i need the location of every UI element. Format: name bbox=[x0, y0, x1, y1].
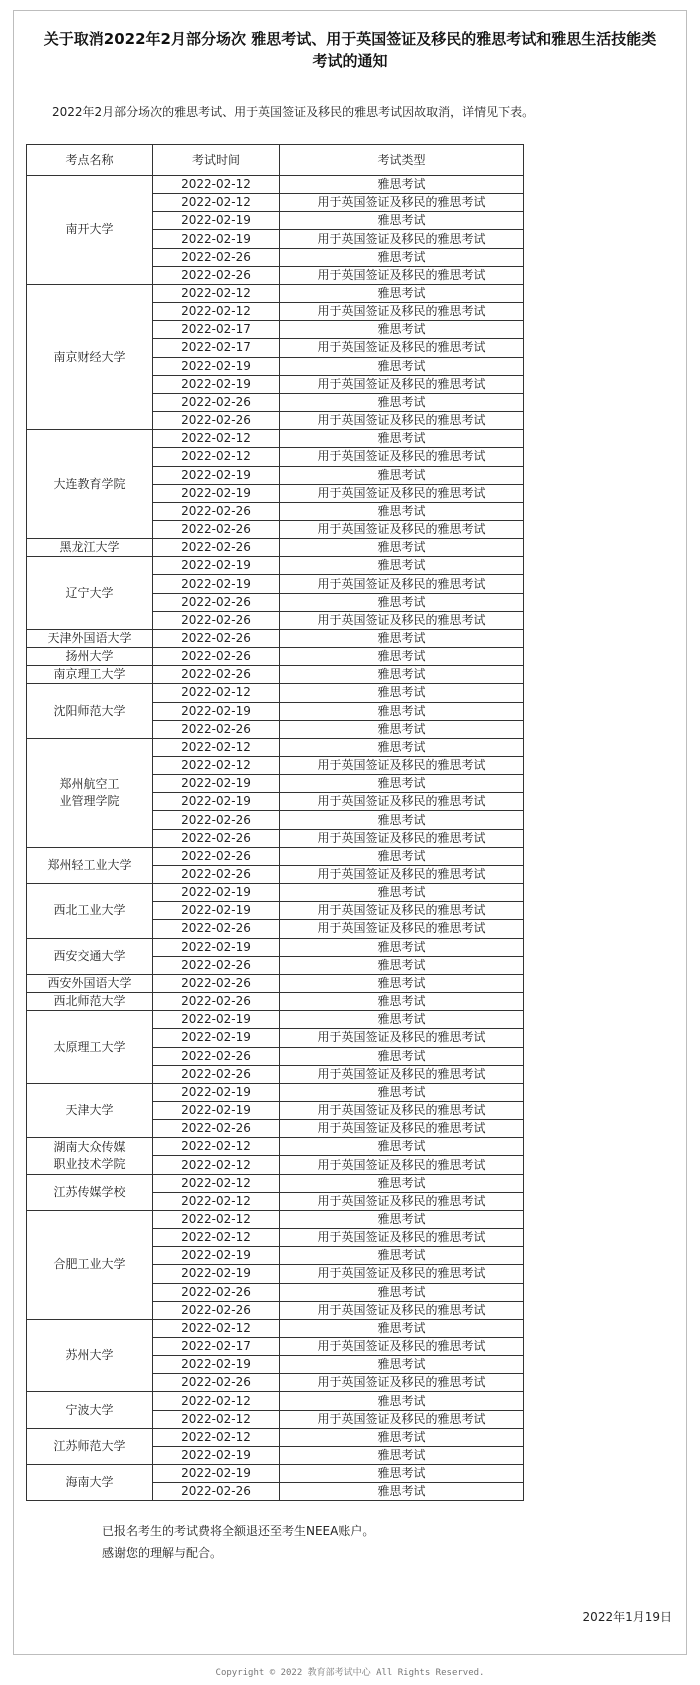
exam-type-cell: 用于英国签证及移民的雅思考试 bbox=[280, 194, 524, 212]
exam-date-cell: 2022-02-12 bbox=[153, 194, 280, 212]
table-header-row bbox=[27, 145, 524, 176]
exam-type-cell: 用于英国签证及移民的雅思考试 bbox=[280, 1029, 524, 1047]
exam-type-cell: 雅思考试 bbox=[280, 430, 524, 448]
venue-cell: 江苏传媒学校 bbox=[27, 1174, 153, 1210]
exam-date-cell: 2022-02-19 bbox=[153, 1011, 280, 1029]
exam-date-cell: 2022-02-19 bbox=[153, 1265, 280, 1283]
exam-type-cell: 雅思考试 bbox=[280, 1319, 524, 1337]
exam-date-cell: 2022-02-26 bbox=[153, 648, 280, 666]
exam-type-cell: 雅思考试 bbox=[280, 1138, 524, 1156]
exam-date-cell: 2022-02-19 bbox=[153, 902, 280, 920]
exam-type-cell: 用于英国签证及移民的雅思考试 bbox=[280, 575, 524, 593]
exam-type-cell: 雅思考试 bbox=[280, 212, 524, 230]
exam-type-cell: 用于英国签证及移民的雅思考试 bbox=[280, 266, 524, 284]
exam-type-cell: 用于英国签证及移民的雅思考试 bbox=[280, 865, 524, 883]
exam-date-cell: 2022-02-26 bbox=[153, 993, 280, 1011]
exam-date-cell: 2022-02-19 bbox=[153, 1083, 280, 1101]
table-row bbox=[27, 284, 524, 302]
exam-type-cell: 雅思考试 bbox=[280, 1047, 524, 1065]
exam-date-cell: 2022-02-26 bbox=[153, 1120, 280, 1138]
exam-date-cell: 2022-02-19 bbox=[153, 1446, 280, 1464]
exam-date-cell: 2022-02-19 bbox=[153, 466, 280, 484]
exam-type-cell: 用于英国签证及移民的雅思考试 bbox=[280, 1192, 524, 1210]
exam-type-cell: 用于英国签证及移民的雅思考试 bbox=[280, 1374, 524, 1392]
exam-date-cell: 2022-02-19 bbox=[153, 1029, 280, 1047]
exam-date-cell: 2022-02-19 bbox=[153, 775, 280, 793]
table-row bbox=[27, 1319, 524, 1337]
exam-type-cell: 用于英国签证及移民的雅思考试 bbox=[280, 448, 524, 466]
exam-type-cell: 雅思考试 bbox=[280, 1428, 524, 1446]
exam-date-cell: 2022-02-19 bbox=[153, 1247, 280, 1265]
exam-type-cell: 雅思考试 bbox=[280, 1465, 524, 1483]
table-body bbox=[27, 176, 524, 1501]
exam-type-cell: 雅思考试 bbox=[280, 847, 524, 865]
exam-date-cell: 2022-02-19 bbox=[153, 1101, 280, 1119]
table-row bbox=[27, 684, 524, 702]
exam-date-cell: 2022-02-12 bbox=[153, 738, 280, 756]
exam-date-cell: 2022-02-26 bbox=[153, 393, 280, 411]
exam-type-cell: 用于英国签证及移民的雅思考试 bbox=[280, 412, 524, 430]
exam-date-cell: 2022-02-26 bbox=[153, 611, 280, 629]
exam-type-cell: 雅思考试 bbox=[280, 811, 524, 829]
exam-type-cell: 用于英国签证及移民的雅思考试 bbox=[280, 1410, 524, 1428]
venue-cell: 大连教育学院 bbox=[27, 430, 153, 539]
exam-type-cell: 用于英国签证及移民的雅思考试 bbox=[280, 1265, 524, 1283]
exam-date-cell: 2022-02-26 bbox=[153, 956, 280, 974]
exam-type-cell: 雅思考试 bbox=[280, 539, 524, 557]
exam-type-cell: 用于英国签证及移民的雅思考试 bbox=[280, 1156, 524, 1174]
exam-date-cell: 2022-02-26 bbox=[153, 266, 280, 284]
exam-type-cell: 雅思考试 bbox=[280, 502, 524, 520]
venue-cell bbox=[27, 738, 153, 847]
exam-type-cell: 用于英国签证及移民的雅思考试 bbox=[280, 1301, 524, 1319]
exam-type-cell: 用于英国签证及移民的雅思考试 bbox=[280, 902, 524, 920]
table-row bbox=[27, 176, 524, 194]
exam-date-cell: 2022-02-12 bbox=[153, 176, 280, 194]
exam-type-cell: 雅思考试 bbox=[280, 684, 524, 702]
venue-cell bbox=[27, 1138, 153, 1174]
header-date: 考试时间 bbox=[153, 145, 280, 176]
table-row bbox=[27, 557, 524, 575]
exam-type-cell: 雅思考试 bbox=[280, 1356, 524, 1374]
exam-date-cell: 2022-02-26 bbox=[153, 1283, 280, 1301]
exam-type-cell: 雅思考试 bbox=[280, 1283, 524, 1301]
exam-type-cell: 雅思考试 bbox=[280, 1247, 524, 1265]
exam-type-cell: 用于英国签证及移民的雅思考试 bbox=[280, 1120, 524, 1138]
exam-date-cell: 2022-02-19 bbox=[153, 484, 280, 502]
exam-type-cell: 雅思考试 bbox=[280, 720, 524, 738]
table-row bbox=[27, 1083, 524, 1101]
exam-date-cell: 2022-02-26 bbox=[153, 1065, 280, 1083]
exam-date-cell: 2022-02-12 bbox=[153, 757, 280, 775]
venue-cell: 西北师范大学 bbox=[27, 993, 153, 1011]
exam-date-cell: 2022-02-12 bbox=[153, 284, 280, 302]
exam-date-cell: 2022-02-26 bbox=[153, 829, 280, 847]
exam-date-cell: 2022-02-19 bbox=[153, 938, 280, 956]
exam-type-cell: 用于英国签证及移民的雅思考试 bbox=[280, 1338, 524, 1356]
header-venue: 考点名称 bbox=[27, 145, 153, 176]
table-row bbox=[27, 1138, 524, 1156]
venue-cell: 沈阳师范大学 bbox=[27, 684, 153, 738]
exam-type-cell: 雅思考试 bbox=[280, 1392, 524, 1410]
exam-type-cell: 雅思考试 bbox=[280, 974, 524, 992]
exam-date-cell: 2022-02-26 bbox=[153, 974, 280, 992]
table-row bbox=[27, 430, 524, 448]
header-type: 考试类型 bbox=[280, 145, 524, 176]
exam-type-cell: 雅思考试 bbox=[280, 938, 524, 956]
exam-type-cell: 雅思考试 bbox=[280, 593, 524, 611]
exam-date-cell: 2022-02-12 bbox=[153, 1392, 280, 1410]
venue-cell: 江苏师范大学 bbox=[27, 1428, 153, 1464]
exam-date-cell: 2022-02-17 bbox=[153, 321, 280, 339]
exam-date-cell: 2022-02-26 bbox=[153, 1483, 280, 1501]
exam-type-cell: 用于英国签证及移民的雅思考试 bbox=[280, 793, 524, 811]
table-row bbox=[27, 1465, 524, 1483]
exam-type-cell: 雅思考试 bbox=[280, 884, 524, 902]
table-row bbox=[27, 1428, 524, 1446]
exam-type-cell: 雅思考试 bbox=[280, 393, 524, 411]
exam-type-cell: 用于英国签证及移民的雅思考试 bbox=[280, 829, 524, 847]
venue-cell: 辽宁大学 bbox=[27, 557, 153, 630]
exam-date-cell: 2022-02-12 bbox=[153, 1192, 280, 1210]
exam-date-cell: 2022-02-12 bbox=[153, 684, 280, 702]
venue-cell: 宁波大学 bbox=[27, 1392, 153, 1428]
exam-date-cell: 2022-02-26 bbox=[153, 1301, 280, 1319]
exam-date-cell: 2022-02-12 bbox=[153, 1156, 280, 1174]
table-row bbox=[27, 1011, 524, 1029]
exam-type-cell: 雅思考试 bbox=[280, 1210, 524, 1228]
exam-type-cell: 用于英国签证及移民的雅思考试 bbox=[280, 1065, 524, 1083]
exam-type-cell: 雅思考试 bbox=[280, 248, 524, 266]
exam-date-cell: 2022-02-19 bbox=[153, 557, 280, 575]
venue-cell: 西安外国语大学 bbox=[27, 974, 153, 992]
venue-line: 郑州航空工 bbox=[59, 776, 120, 791]
exam-type-cell: 雅思考试 bbox=[280, 466, 524, 484]
venue-cell: 南京财经大学 bbox=[27, 284, 153, 429]
exam-date-cell: 2022-02-19 bbox=[153, 702, 280, 720]
exam-date-cell: 2022-02-12 bbox=[153, 1319, 280, 1337]
table-row bbox=[27, 938, 524, 956]
exam-type-cell: 用于英国签证及移民的雅思考试 bbox=[280, 484, 524, 502]
exam-date-cell: 2022-02-12 bbox=[153, 1410, 280, 1428]
table-row bbox=[27, 539, 524, 557]
notice-title-line2: 考试的通知 bbox=[312, 52, 388, 70]
exam-type-cell: 雅思考试 bbox=[280, 557, 524, 575]
exam-date-cell: 2022-02-12 bbox=[153, 448, 280, 466]
exam-date-cell: 2022-02-12 bbox=[153, 430, 280, 448]
venue-cell: 扬州大学 bbox=[27, 648, 153, 666]
exam-date-cell: 2022-02-12 bbox=[153, 1428, 280, 1446]
venue-line: 湖南大众传媒 bbox=[53, 1139, 126, 1154]
exam-date-cell: 2022-02-17 bbox=[153, 1338, 280, 1356]
exam-date-cell: 2022-02-26 bbox=[153, 629, 280, 647]
venue-line: 职业技术学院 bbox=[53, 1156, 126, 1171]
table-row bbox=[27, 666, 524, 684]
exam-date-cell: 2022-02-12 bbox=[153, 1210, 280, 1228]
venue-cell: 南开大学 bbox=[27, 176, 153, 285]
exam-date-cell: 2022-02-26 bbox=[153, 811, 280, 829]
exam-type-cell: 用于英国签证及移民的雅思考试 bbox=[280, 520, 524, 538]
venue-cell: 西安交通大学 bbox=[27, 938, 153, 974]
exam-date-cell: 2022-02-19 bbox=[153, 793, 280, 811]
exam-type-cell: 用于英国签证及移民的雅思考试 bbox=[280, 230, 524, 248]
exam-type-cell: 用于英国签证及移民的雅思考试 bbox=[280, 303, 524, 321]
table-row bbox=[27, 974, 524, 992]
exam-date-cell: 2022-02-26 bbox=[153, 920, 280, 938]
exam-date-cell: 2022-02-26 bbox=[153, 593, 280, 611]
table-row bbox=[27, 847, 524, 865]
exam-date-cell: 2022-02-19 bbox=[153, 884, 280, 902]
exam-date-cell: 2022-02-26 bbox=[153, 539, 280, 557]
exam-type-cell: 雅思考试 bbox=[280, 357, 524, 375]
exam-type-cell: 雅思考试 bbox=[280, 648, 524, 666]
exam-type-cell: 用于英国签证及移民的雅思考试 bbox=[280, 1101, 524, 1119]
exam-type-cell: 雅思考试 bbox=[280, 321, 524, 339]
exam-type-cell: 雅思考试 bbox=[280, 993, 524, 1011]
exam-type-cell: 雅思考试 bbox=[280, 738, 524, 756]
exam-type-cell: 雅思考试 bbox=[280, 1446, 524, 1464]
cancellation-table bbox=[26, 144, 524, 1501]
exam-type-cell: 雅思考试 bbox=[280, 666, 524, 684]
exam-date-cell: 2022-02-12 bbox=[153, 1229, 280, 1247]
exam-type-cell: 雅思考试 bbox=[280, 1083, 524, 1101]
venue-cell: 黑龙江大学 bbox=[27, 539, 153, 557]
table-row bbox=[27, 1210, 524, 1228]
thanks-note: 感谢您的理解与配合。 bbox=[102, 1546, 223, 1560]
table-row bbox=[27, 738, 524, 756]
exam-date-cell: 2022-02-19 bbox=[153, 230, 280, 248]
exam-date-cell: 2022-02-26 bbox=[153, 1047, 280, 1065]
venue-line: 业管理学院 bbox=[59, 793, 120, 808]
table-row bbox=[27, 1174, 524, 1192]
exam-type-cell: 用于英国签证及移民的雅思考试 bbox=[280, 339, 524, 357]
exam-date-cell: 2022-02-19 bbox=[153, 375, 280, 393]
venue-cell: 太原理工大学 bbox=[27, 1011, 153, 1084]
copyright: Copyright © 2022 教育部考试中心 All Rights Reserved. bbox=[215, 1668, 485, 1678]
exam-type-cell: 雅思考试 bbox=[280, 1174, 524, 1192]
exam-date-cell: 2022-02-12 bbox=[153, 1174, 280, 1192]
exam-date-cell: 2022-02-26 bbox=[153, 502, 280, 520]
notice-date: 2022年1月19日 bbox=[582, 1610, 672, 1624]
venue-cell: 天津大学 bbox=[27, 1083, 153, 1137]
exam-date-cell: 2022-02-26 bbox=[153, 520, 280, 538]
venue-cell: 合肥工业大学 bbox=[27, 1210, 153, 1319]
exam-date-cell: 2022-02-19 bbox=[153, 1356, 280, 1374]
exam-type-cell: 雅思考试 bbox=[280, 629, 524, 647]
exam-date-cell: 2022-02-26 bbox=[153, 720, 280, 738]
exam-date-cell: 2022-02-12 bbox=[153, 303, 280, 321]
footer-note bbox=[102, 1520, 374, 1564]
notice-title bbox=[0, 28, 700, 72]
exam-date-cell: 2022-02-26 bbox=[153, 865, 280, 883]
exam-date-cell: 2022-02-26 bbox=[153, 847, 280, 865]
exam-date-cell: 2022-02-19 bbox=[153, 575, 280, 593]
exam-date-cell: 2022-02-26 bbox=[153, 666, 280, 684]
venue-cell: 天津外国语大学 bbox=[27, 629, 153, 647]
exam-type-cell: 用于英国签证及移民的雅思考试 bbox=[280, 375, 524, 393]
exam-type-cell: 雅思考试 bbox=[280, 176, 524, 194]
exam-type-cell: 雅思考试 bbox=[280, 775, 524, 793]
exam-date-cell: 2022-02-26 bbox=[153, 1374, 280, 1392]
exam-type-cell: 雅思考试 bbox=[280, 956, 524, 974]
exam-type-cell: 用于英国签证及移民的雅思考试 bbox=[280, 757, 524, 775]
exam-date-cell: 2022-02-17 bbox=[153, 339, 280, 357]
exam-date-cell: 2022-02-12 bbox=[153, 1138, 280, 1156]
refund-note: 已报名考生的考试费将全额退还至考生NEEA账户。 bbox=[102, 1524, 375, 1538]
venue-cell: 西北工业大学 bbox=[27, 884, 153, 938]
intro-paragraph: 2022年2月部分场次的雅思考试、用于英国签证及移民的雅思考试因故取消，详情见下表。 bbox=[52, 105, 535, 119]
venue-cell: 南京理工大学 bbox=[27, 666, 153, 684]
exam-type-cell: 雅思考试 bbox=[280, 702, 524, 720]
exam-type-cell: 用于英国签证及移民的雅思考试 bbox=[280, 920, 524, 938]
exam-date-cell: 2022-02-26 bbox=[153, 412, 280, 430]
table-row bbox=[27, 993, 524, 1011]
exam-type-cell: 雅思考试 bbox=[280, 1011, 524, 1029]
notice-title-line1: 关于取消2022年2月部分场次 雅思考试、用于英国签证及移民的雅思考试和雅思生活技能类 bbox=[43, 30, 657, 48]
exam-type-cell: 雅思考试 bbox=[280, 284, 524, 302]
exam-type-cell: 雅思考试 bbox=[280, 1483, 524, 1501]
exam-date-cell: 2022-02-19 bbox=[153, 357, 280, 375]
exam-type-cell: 用于英国签证及移民的雅思考试 bbox=[280, 611, 524, 629]
table-row bbox=[27, 884, 524, 902]
table-row bbox=[27, 1392, 524, 1410]
venue-cell: 郑州轻工业大学 bbox=[27, 847, 153, 883]
table-row bbox=[27, 648, 524, 666]
venue-cell: 海南大学 bbox=[27, 1465, 153, 1501]
exam-date-cell: 2022-02-19 bbox=[153, 212, 280, 230]
table-row bbox=[27, 629, 524, 647]
exam-type-cell: 用于英国签证及移民的雅思考试 bbox=[280, 1229, 524, 1247]
venue-cell: 苏州大学 bbox=[27, 1319, 153, 1392]
exam-date-cell: 2022-02-19 bbox=[153, 1465, 280, 1483]
exam-date-cell: 2022-02-26 bbox=[153, 248, 280, 266]
